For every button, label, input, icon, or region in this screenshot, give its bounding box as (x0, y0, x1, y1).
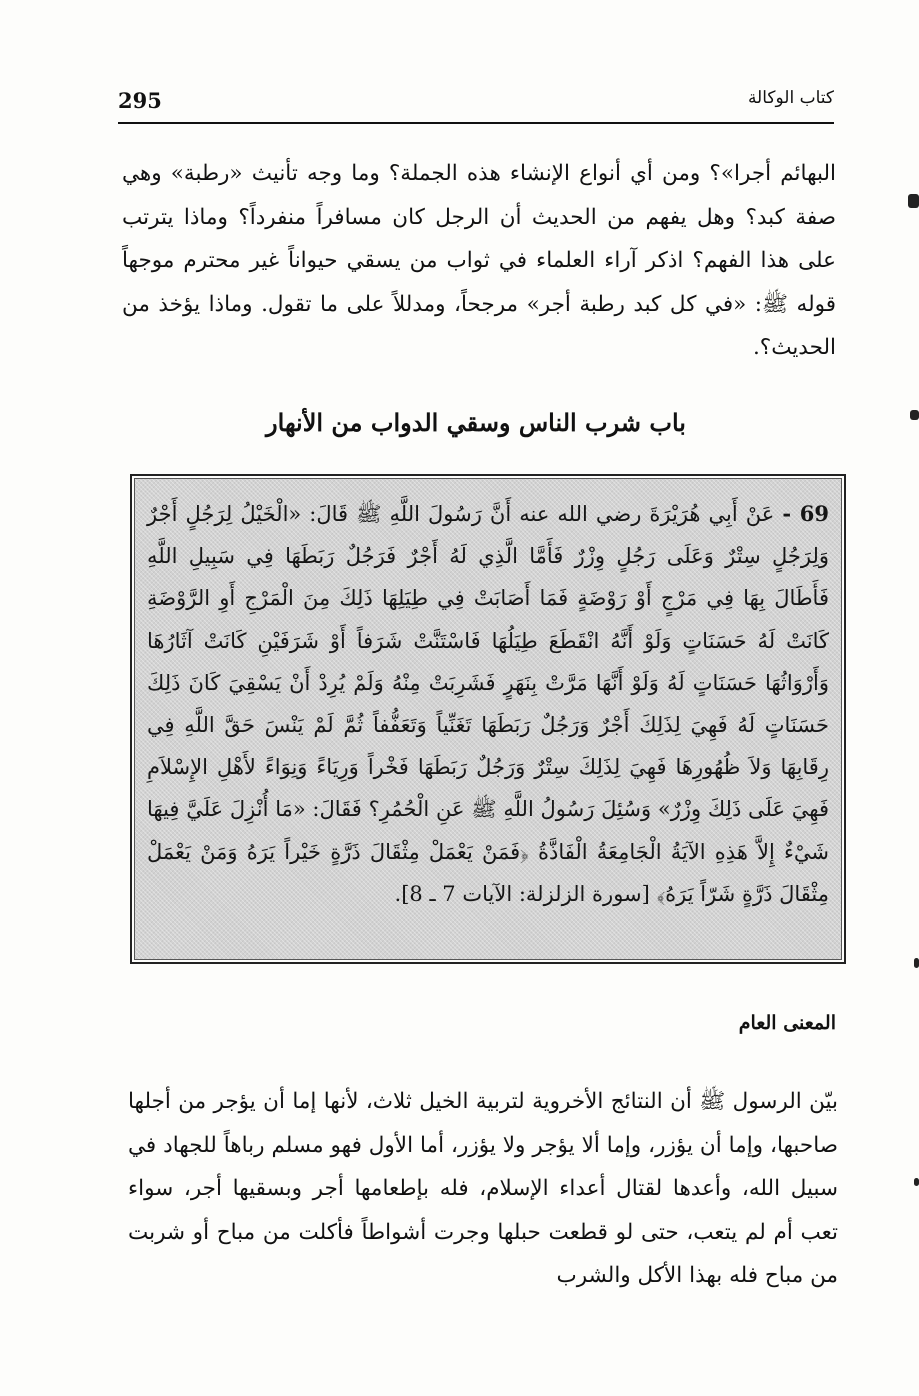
page-number: 295 (118, 88, 162, 113)
scan-edge-mark (914, 958, 919, 968)
scan-edge-mark (910, 410, 919, 420)
hadith-shaded-panel (134, 478, 842, 960)
hadith-body (147, 493, 829, 915)
meaning-paragraph: بيّن الرسول ﷺ أن النتائج الأخروية لتربية الخيل ثلاث، لأنها إما أن يؤجر من أجلها صاحبها، وإما أن يؤزر، وإما ألا يؤجر ولا يؤزر، أما الأول فهو مسلم رباهاً للجهاد في سبيل الله، وأعدها لقتال أعداء الإسلام، فله بإطعامها أجر وبسقيها أجر، سواء تعب أم لم يتعب، حتى لو قطعت حبلها وجرت أشواطاً فأكلت من مباح أو شربت من مباح فله بهذا الأكل والشرب (128, 1089, 838, 1288)
section-heading: باب شرب الناس وسقي الدواب من الأنهار (266, 408, 686, 437)
book-title: كتاب الوكالة (747, 88, 834, 108)
running-header (118, 88, 834, 124)
scan-edge-mark (914, 1178, 919, 1186)
hadith-box (130, 474, 846, 964)
scan-edge-mark (908, 194, 919, 208)
questions-paragraph: البهائم أجرا»؟ ومن أي أنواع الإنشاء هذه الجملة؟ وما وجه تأنيث «رطبة» وهي صفة كبد؟ وهل يفهم من الحديث أن الرجل كان مسافراً منفرداً؟ وماذا يترتب على هذا الفهم؟ اذكر آراء العلماء في ثواب من يسقي حيواناً غير محترم موجهاً قوله ﷺ: «في كل كبد رطبة أجر» مرجحاً، ومدللاً على ما تقول. وماذا يؤخذ من الحديث؟. (122, 161, 836, 360)
hadith-text: عَنْ أَبِي هُرَيْرَةَ رضي الله عنه أَنَّ رَسُولَ اللَّهِ ﷺ قَالَ: «الْخَيْلُ لِرَجُلٍ أَجْرٌ وَلِرَجُلٍ سِتْرٌ وَعَلَى رَجُلٍ وِزْرٌ فَأَمَّا الَّذِي لَهُ أَجْرٌ فَرَجُلٌ رَبَطَهَا فِي سَبِيلِ اللَّهِ فَأَطَالَ بِهَا فِي مَرْجٍ أَوْ رَوْضَةٍ فَمَا أَصَابَتْ فِي طِيَلِهَا ذَلِكَ مِنَ الْمَرْجِ أَوِ الرَّوْضَةِ كَانَتْ لَهُ حَسَنَاتٍ وَلَوْ أَنَّهُ انْقَطَعَ طِيَلُهَا فَاسْتَنَّتْ شَرَفاً أَوْ شَرَفَيْنِ كَانَتْ آثَارُهَا وَأَرْوَاثُهَا حَسَنَاتٍ لَهُ وَلَوْ أَنَّهَا مَرَّتْ بِنَهَرٍ فَشَرِبَتْ مِنْهُ وَلَمْ يُرِدْ أَنْ يَسْقِيَ كَانَ ذَلِكَ حَسَنَاتٍ لَهُ فَهِيَ لِذَلِكَ أَجْرٌ وَرَجُلٌ رَبَطَهَا تَغَنِّياً وَتَعَفُّفاً ثُمَّ لَمْ يَنْسَ حَقَّ اللَّهِ فِي رِقَابِهَا وَلاَ ظُهُورِهَا فَهِيَ لِذَلِكَ سِتْرٌ وَرَجُلٌ رَبَطَهَا فَخْراً وَرِيَاءً وَنِوَاءً لأَهْلِ الإِسْلاَمِ فَهِيَ عَلَى ذَلِكَ وِزْرٌ» وَسُئِلَ رَسُولُ اللَّهِ ﷺ عَنِ الْحُمُرِ؟ فَقَالَ: «مَا أُنْزِلَ عَلَيَّ فِيهَا شَيْءٌ إِلاَّ هَذِهِ الآيَةُ الْجَامِعَةُ الْفَاذَّةُ ﴿فَمَنْ يَعْمَلْ مِثْقَالَ ذَرَّةٍ خَيْراً يَرَهُ وَمَنْ يَعْمَلْ مِثْقَالَ ذَرَّةٍ شَرّاً يَرَهُ﴾ [سورة الزلزلة: الآيات 7 ـ 8]. (147, 502, 829, 906)
subheading-general-meaning: المعنى العام (738, 1012, 836, 1034)
hadith-number: 69 - (782, 501, 830, 526)
